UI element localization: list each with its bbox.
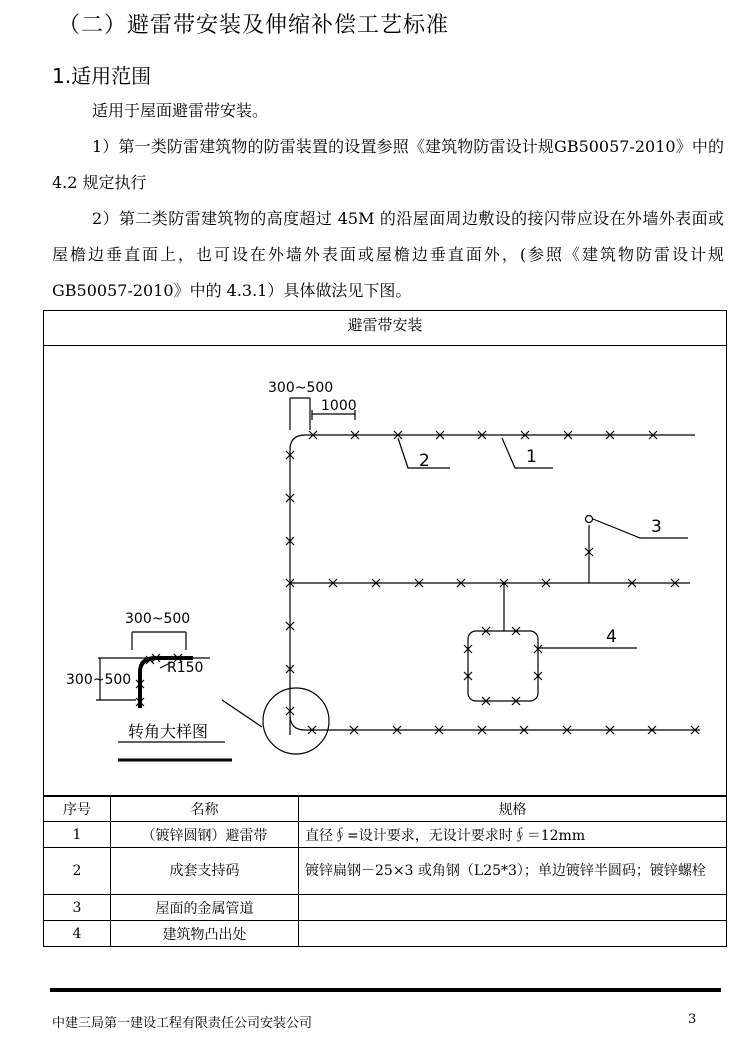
row-no: 1: [44, 822, 111, 848]
row-name: 成套支持码: [111, 848, 299, 895]
protrusion-frame: [468, 631, 538, 701]
dim-corner-offset: 300~500: [268, 380, 334, 396]
detail-radius: R150: [167, 660, 204, 676]
table-row: [44, 822, 727, 848]
row-spec: 直径∮=设计要求，无设计要求时∮＝12mm: [299, 822, 727, 848]
detail-circle: [263, 688, 329, 754]
row-no: 2: [44, 848, 111, 895]
metal-pipe-symbol: [586, 516, 593, 523]
detail-caption: 转角大样图: [128, 722, 209, 741]
row-name: 建筑物凸出处: [111, 921, 299, 947]
row-spec: [299, 921, 727, 947]
table-row: [44, 921, 727, 947]
figure-title: 避雷带安装: [43, 310, 727, 346]
paragraph-scope: 适用于屋面避雷带安装。: [92, 101, 269, 120]
row-name: （镀锌圆钢）避雷带: [111, 822, 299, 848]
header-spec: 规格: [299, 797, 727, 822]
table-row: [44, 895, 727, 921]
callout-2: 2: [419, 451, 430, 471]
page-heading: （二）避雷带安装及伸缩补偿工艺标准: [58, 13, 450, 38]
header-name: 名称: [111, 797, 299, 822]
header-no: 序号: [44, 797, 111, 822]
footer-company: 中建三局第一建设工程有限责任公司安装公司: [52, 1016, 313, 1031]
paragraph-class-one: 1）第一类防雷建筑物的防雷装置的设置参照《建筑物防雷设计规GB50057-2010》中的 4.2 规定执行: [52, 137, 724, 192]
callout-4: 4: [606, 627, 617, 647]
dim-spacing: 1000: [321, 398, 357, 414]
footer-rule: [50, 988, 721, 992]
section-title: 1.适用范围: [52, 64, 152, 88]
spec-table: [43, 796, 727, 947]
row-spec: [299, 895, 727, 921]
callout-1: 1: [526, 447, 537, 467]
row-no: 3: [44, 895, 111, 921]
table-row: [44, 848, 727, 895]
row-spec: 镀锌扁钢－25×3 或角钢（L25*3）；单边镀锌半圆码；镀锌螺栓: [299, 848, 727, 895]
row-name: 屋面的金属管道: [111, 895, 299, 921]
row-no: 4: [44, 921, 111, 947]
detail-dim-top: 300~500: [125, 611, 191, 627]
detail-dim-side: 300~500: [66, 672, 132, 688]
callout-3: 3: [651, 517, 662, 537]
page-number: 3: [688, 1012, 697, 1027]
paragraph-class-two: 2）第二类防雷建筑物的高度超过 45M 的沿屋面周边敷设的接闪带应设在外墙外表面或屋檐边垂直面上，也可设在外墙外表面或屋檐边垂直面外，(参照《建筑物防雷设计规 GB50057-2010》中的 4.3.1）具体做法见下图。: [52, 209, 724, 300]
